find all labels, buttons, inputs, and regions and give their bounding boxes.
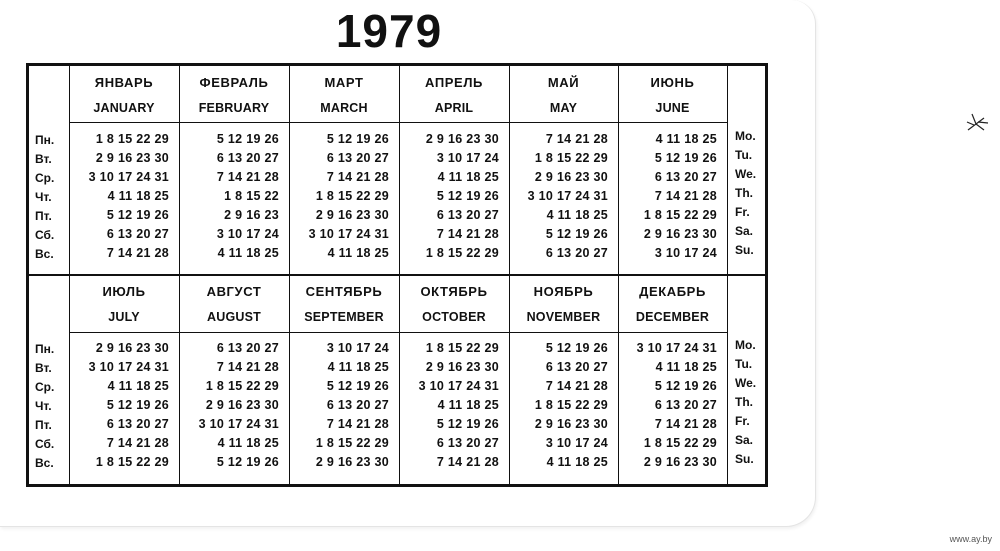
weekday-label-ru: Ср. bbox=[35, 380, 55, 394]
weekday-label-ru: Чт. bbox=[35, 399, 52, 413]
half-divider bbox=[29, 274, 765, 276]
weekday-label-en: Tu. bbox=[735, 148, 753, 162]
date-row: 2 9 16 23 30 bbox=[315, 208, 389, 222]
date-row: 7 14 21 28 bbox=[436, 455, 499, 469]
date-row: 1 8 15 22 29 bbox=[205, 379, 279, 393]
date-row: 4 11 18 25 bbox=[437, 398, 499, 412]
date-row: 4 11 18 25 bbox=[546, 455, 608, 469]
date-row: 4 11 18 25 bbox=[217, 246, 279, 260]
date-row: 7 14 21 28 bbox=[216, 360, 279, 374]
month-name-en: AUGUST bbox=[207, 310, 261, 324]
date-row: 4 11 18 25 bbox=[327, 360, 389, 374]
weekday-label-en: Sa. bbox=[735, 224, 754, 238]
month-name-en: JUNE bbox=[655, 101, 690, 115]
date-row: 3 10 17 24 bbox=[545, 436, 608, 450]
date-row: 2 9 16 23 30 bbox=[643, 227, 717, 241]
watermark-text: www.ay.by bbox=[949, 534, 992, 544]
date-row: 5 12 19 26 bbox=[326, 132, 389, 146]
date-row: 3 10 17 24 bbox=[654, 246, 717, 260]
weekday-label-ru: Чт. bbox=[35, 190, 52, 204]
calendar-grid bbox=[26, 63, 768, 487]
date-row: 6 13 20 27 bbox=[106, 417, 169, 431]
date-row: 5 12 19 26 bbox=[326, 379, 389, 393]
weekday-label-ru: Сб. bbox=[35, 228, 55, 242]
date-row: 4 11 18 25 bbox=[217, 436, 279, 450]
month-name-en: JANUARY bbox=[93, 101, 155, 115]
month-name-ru: МАЙ bbox=[547, 75, 580, 90]
month-name-ru: НОЯБРЬ bbox=[533, 284, 594, 299]
date-row: 7 14 21 28 bbox=[654, 417, 717, 431]
month-name-ru: СЕНТЯБРЬ bbox=[305, 284, 383, 299]
weekday-label-ru: Сб. bbox=[35, 437, 55, 451]
header-divider bbox=[69, 122, 727, 123]
date-row: 6 13 20 27 bbox=[326, 398, 389, 412]
month-name-ru: ИЮНЬ bbox=[650, 75, 695, 90]
weekday-label-ru: Пн. bbox=[35, 342, 55, 356]
date-row: 4 11 18 25 bbox=[107, 379, 169, 393]
weekday-label-ru: Вт. bbox=[35, 361, 52, 375]
date-row: 6 13 20 27 bbox=[436, 208, 499, 222]
date-row: 1 8 15 22 29 bbox=[534, 398, 608, 412]
month-name-ru: ЯНВАРЬ bbox=[94, 75, 154, 90]
date-row: 3 10 17 24 bbox=[436, 151, 499, 165]
date-row: 7 14 21 28 bbox=[106, 436, 169, 450]
date-row: 6 13 20 27 bbox=[654, 170, 717, 184]
date-row: 6 13 20 27 bbox=[216, 341, 279, 355]
date-row: 4 11 18 25 bbox=[327, 246, 389, 260]
weekday-label-ru: Вс. bbox=[35, 456, 54, 470]
insect-speck bbox=[962, 108, 992, 138]
weekday-label-en: Mo. bbox=[735, 338, 756, 352]
date-row: 6 13 20 27 bbox=[545, 360, 608, 374]
weekday-label-en: Sa. bbox=[735, 433, 754, 447]
date-row: 7 14 21 28 bbox=[216, 170, 279, 184]
date-row: 7 14 21 28 bbox=[326, 417, 389, 431]
weekday-label-ru: Вс. bbox=[35, 247, 54, 261]
month-name-en: JULY bbox=[108, 310, 140, 324]
date-row: 1 8 15 22 29 bbox=[534, 151, 608, 165]
date-row: 1 8 15 22 29 bbox=[315, 189, 389, 203]
date-row: 1 8 15 22 29 bbox=[95, 455, 169, 469]
month-name-en: FEBRUARY bbox=[198, 101, 270, 115]
date-row: 1 8 15 22 29 bbox=[425, 246, 499, 260]
weekday-label-ru: Вт. bbox=[35, 152, 52, 166]
month-name-ru: АВГУСТ bbox=[206, 284, 262, 299]
date-row: 7 14 21 28 bbox=[654, 189, 717, 203]
weekday-label-en: Th. bbox=[735, 395, 753, 409]
date-row: 3 10 17 24 31 bbox=[308, 227, 389, 241]
date-row: 7 14 21 28 bbox=[106, 246, 169, 260]
weekday-label-ru: Пт. bbox=[35, 418, 52, 432]
month-name-en: NOVEMBER bbox=[526, 310, 601, 324]
date-row: 1 8 15 22 29 bbox=[95, 132, 169, 146]
date-row: 5 12 19 26 bbox=[216, 132, 279, 146]
date-row: 6 13 20 27 bbox=[216, 151, 279, 165]
date-row: 7 14 21 28 bbox=[545, 379, 608, 393]
weekday-label-ru: Ср. bbox=[35, 171, 55, 185]
date-row: 7 14 21 28 bbox=[545, 132, 608, 146]
date-row: 5 12 19 26 bbox=[106, 208, 169, 222]
month-name-ru: МАРТ bbox=[324, 75, 364, 90]
date-row: 3 10 17 24 31 bbox=[418, 379, 499, 393]
date-row: 5 12 19 26 bbox=[436, 189, 499, 203]
date-row: 3 10 17 24 31 bbox=[88, 170, 169, 184]
date-row: 4 11 18 25 bbox=[655, 360, 717, 374]
month-name-ru: ФЕВРАЛЬ bbox=[199, 75, 269, 90]
date-row: 4 11 18 25 bbox=[655, 132, 717, 146]
weekday-label-en: Fr. bbox=[735, 414, 750, 428]
month-name-en: MAY bbox=[549, 101, 578, 115]
date-row: 5 12 19 26 bbox=[654, 151, 717, 165]
date-row: 5 12 19 26 bbox=[545, 227, 608, 241]
date-row: 2 9 16 23 30 bbox=[425, 360, 499, 374]
month-name-en: APRIL bbox=[434, 101, 474, 115]
month-name-ru: ДЕКАБРЬ bbox=[639, 284, 706, 299]
weekday-label-en: Mo. bbox=[735, 129, 756, 143]
date-row: 1 8 15 22 29 bbox=[643, 208, 717, 222]
date-row: 2 9 16 23 30 bbox=[95, 151, 169, 165]
month-name-ru: ИЮЛЬ bbox=[102, 284, 146, 299]
date-row: 3 10 17 24 bbox=[326, 341, 389, 355]
date-row: 4 11 18 25 bbox=[107, 189, 169, 203]
date-row: 3 10 17 24 31 bbox=[198, 417, 279, 431]
month-name-en: SEPTEMBER bbox=[304, 310, 384, 324]
date-row: 1 8 15 22 bbox=[224, 189, 279, 203]
date-row: 7 14 21 28 bbox=[326, 170, 389, 184]
date-row: 6 13 20 27 bbox=[545, 246, 608, 260]
date-row: 2 9 16 23 30 bbox=[95, 341, 169, 355]
date-row: 2 9 16 23 30 bbox=[534, 417, 608, 431]
weekday-label-en: Fr. bbox=[735, 205, 750, 219]
date-row: 6 13 20 27 bbox=[326, 151, 389, 165]
date-row: 3 10 17 24 31 bbox=[527, 189, 608, 203]
weekday-label-en: Su. bbox=[735, 452, 754, 466]
date-row: 1 8 15 22 29 bbox=[643, 436, 717, 450]
weekday-label-en: Su. bbox=[735, 243, 754, 257]
weekday-label-ru: Пт. bbox=[35, 209, 52, 223]
month-name-en: DECEMBER bbox=[635, 310, 710, 324]
date-row: 5 12 19 26 bbox=[545, 341, 608, 355]
header-divider bbox=[69, 332, 727, 333]
date-row: 4 11 18 25 bbox=[546, 208, 608, 222]
date-row: 7 14 21 28 bbox=[436, 227, 499, 241]
date-row: 6 13 20 27 bbox=[436, 436, 499, 450]
date-row: 5 12 19 26 bbox=[436, 417, 499, 431]
date-row: 2 9 16 23 30 bbox=[205, 398, 279, 412]
date-row: 4 11 18 25 bbox=[437, 170, 499, 184]
date-row: 3 10 17 24 31 bbox=[636, 341, 717, 355]
weekday-label-en: We. bbox=[735, 376, 757, 390]
date-row: 2 9 16 23 30 bbox=[315, 455, 389, 469]
weekday-label-en: Th. bbox=[735, 186, 753, 200]
date-row: 3 10 17 24 31 bbox=[88, 360, 169, 374]
weekday-label-ru: Пн. bbox=[35, 133, 55, 147]
date-row: 6 13 20 27 bbox=[654, 398, 717, 412]
weekday-label-en: Tu. bbox=[735, 357, 753, 371]
month-name-ru: ОКТЯБРЬ bbox=[420, 284, 488, 299]
date-row: 1 8 15 22 29 bbox=[425, 341, 499, 355]
date-row: 5 12 19 26 bbox=[106, 398, 169, 412]
date-row: 6 13 20 27 bbox=[106, 227, 169, 241]
date-row: 2 9 16 23 bbox=[224, 208, 279, 222]
date-row: 2 9 16 23 30 bbox=[425, 132, 499, 146]
date-row: 5 12 19 26 bbox=[654, 379, 717, 393]
month-name-en: MARCH bbox=[320, 101, 368, 115]
month-name-ru: АПРЕЛЬ bbox=[425, 75, 483, 90]
month-name-en: OCTOBER bbox=[422, 310, 486, 324]
date-row: 2 9 16 23 30 bbox=[534, 170, 608, 184]
date-row: 5 12 19 26 bbox=[216, 455, 279, 469]
date-row: 2 9 16 23 30 bbox=[643, 455, 717, 469]
calendar-year-title: 1979 bbox=[335, 5, 443, 57]
date-row: 3 10 17 24 bbox=[216, 227, 279, 241]
weekday-label-en: We. bbox=[735, 167, 757, 181]
date-row: 1 8 15 22 29 bbox=[315, 436, 389, 450]
